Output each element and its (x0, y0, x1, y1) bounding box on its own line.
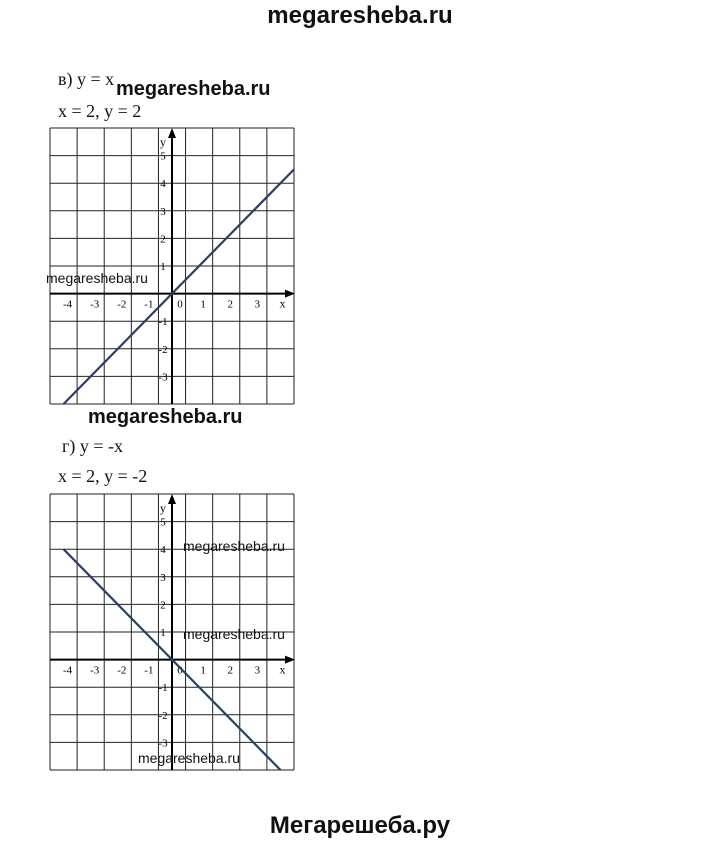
x-tick-label: -4 (62, 664, 73, 677)
y-tick-label: -1 (158, 682, 168, 695)
x-tick-label: 1 (200, 298, 206, 311)
site-footer: Мегарешеба.ру (269, 812, 451, 839)
x-tick-label: -1 (144, 298, 154, 311)
x-tick-label: 3 (254, 664, 261, 677)
x-tick-label: 1 (200, 664, 206, 677)
y-tick-label: 3 (160, 205, 166, 218)
y-tick-label: 1 (160, 627, 166, 639)
y-tick-label: -3 (158, 371, 168, 384)
y-tick-label: -1 (158, 316, 168, 329)
y-tick-label: 5 (160, 516, 166, 529)
x-tick-label: -2 (117, 298, 127, 311)
y-tick-label: 1 (160, 261, 166, 273)
y-tick-label: -2 (158, 709, 168, 722)
x-tick-label: -1 (144, 664, 154, 677)
x-tick-label: 2 (227, 664, 233, 677)
x-tick-label: -4 (62, 298, 73, 311)
y-tick-label: 4 (160, 178, 166, 191)
x-tick-label: 0 (177, 664, 183, 677)
x-tick-label: 0 (177, 298, 183, 311)
x-tick-label: -3 (90, 298, 100, 311)
y-axis-arrow (168, 128, 176, 138)
x-tick-label: -3 (90, 664, 100, 677)
x-tick-label: 2 (227, 298, 233, 311)
watermark: megaresheba.ru (138, 750, 240, 766)
watermark: megaresheba.ru (183, 538, 285, 554)
y-axis-arrow (168, 494, 176, 504)
y-tick-label: 5 (160, 150, 166, 163)
problem-g-points: x = 2, y = -2 (58, 466, 148, 486)
y-tick-label: 2 (160, 599, 166, 612)
watermark: megaresheba.ru (183, 626, 285, 642)
problem-g-label: г) y = -x (62, 436, 124, 456)
y-tick-label: 2 (160, 233, 166, 246)
x-tick-label: -2 (117, 664, 127, 677)
watermark: megaresheba.ru (116, 78, 271, 100)
x-tick-label: 3 (254, 298, 261, 311)
y-tick-label: 3 (160, 571, 166, 584)
y-tick-label: -2 (158, 343, 168, 356)
y-axis-label: y (160, 134, 166, 149)
x-axis-label: x (279, 662, 286, 677)
y-axis-label: y (160, 500, 166, 515)
y-tick-label: 4 (160, 544, 166, 557)
problem-v-label: в) y = x (58, 69, 115, 89)
graph-y-equals-x (50, 128, 294, 404)
problem-v-points: x = 2, y = 2 (58, 101, 142, 121)
watermark: megaresheba.ru (46, 270, 148, 286)
function-line (64, 169, 294, 404)
site-header: megaresheba.ru (267, 2, 453, 29)
x-axis-label: x (279, 296, 286, 311)
watermark: megaresheba.ru (88, 406, 243, 428)
y-tick-label: -3 (158, 737, 168, 750)
